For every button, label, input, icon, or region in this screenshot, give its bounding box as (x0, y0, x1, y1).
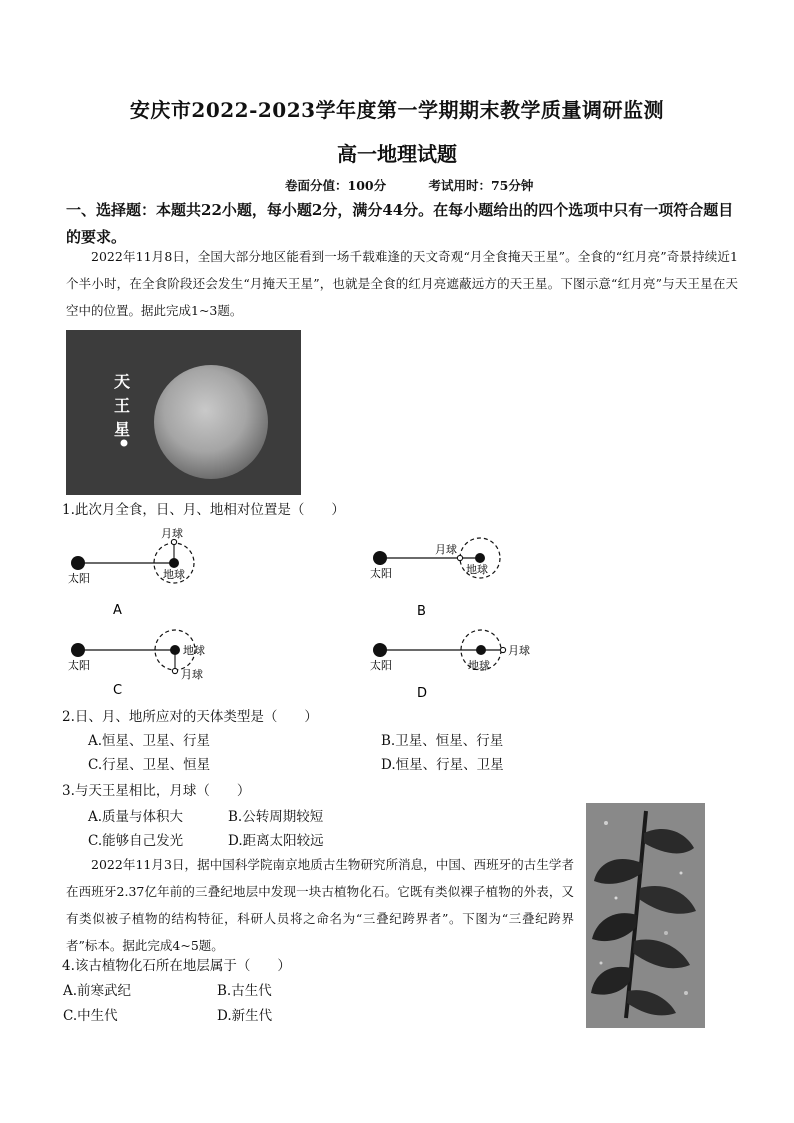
q3-option-a[interactable]: A.质量与体积大 (88, 809, 184, 825)
eclipse-photo (66, 330, 301, 495)
svg-text:A: A (113, 603, 122, 618)
svg-text:太阳: 太阳 (370, 659, 392, 672)
time-info: 考试用时：75分钟 (428, 178, 534, 193)
svg-text:C: C (113, 683, 123, 698)
q3-option-b[interactable]: B.公转周期较短 (228, 809, 324, 825)
q4-option-c[interactable]: C.中生代 (63, 1008, 118, 1024)
q3-option-c[interactable]: C.能够自己发光 (88, 833, 184, 849)
passage-fossil: 2022年11月3日，据中国科学院南京地质古生物研究所消息，中国、西班牙的古生学者在西班牙2.37亿年前的三叠纪地层中发现一块古植物化石。它既有类似裸子植物的外表，又有类似被子植物的结构特征，科研人员将之命名为“三叠纪跨界者”。下图为“三叠纪跨界者”标本。据此完成4~5题。 (66, 857, 574, 953)
diagram-d (360, 628, 560, 708)
earth-d (476, 645, 486, 655)
q2-option-b[interactable]: B.卫星、恒星、行星 (381, 733, 504, 749)
svg-text:D: D (417, 686, 428, 701)
q4-stem: 4.该古植物化石所在地层属于（ ） (62, 958, 291, 974)
svg-text:地球: 地球 (468, 659, 490, 672)
svg-text:太阳: 太阳 (68, 572, 90, 585)
diagram-a (60, 522, 240, 622)
svg-text:B: B (417, 604, 426, 619)
q4-option-a[interactable]: A.前寒武纪 (63, 983, 132, 999)
q2-option-a[interactable]: A.恒星、卫星、行星 (88, 733, 211, 749)
score-info: 卷面分值：100分 (285, 178, 387, 193)
svg-text:地球: 地球 (183, 644, 205, 657)
sun-c (71, 643, 85, 657)
sun-a (71, 556, 85, 570)
fossil-photo (586, 803, 705, 1028)
q3-stem: 3.与天王星相比，月球（ ） (62, 783, 251, 799)
moon-c (172, 668, 177, 673)
uranus-label: 天 王 星 (113, 372, 130, 439)
section-heading: 一、选择题：本题共22小题，每小题2分，满分44分。在每小题给出的四个选项中只有一项符合题目的要求。 (66, 201, 734, 246)
q1-stem: 1.此次月全食，日、月、地相对位置是（ ） (62, 502, 345, 518)
svg-text:太阳: 太阳 (68, 659, 90, 672)
sun-d (373, 643, 387, 657)
passage-eclipse: 2022年11月8日，全国大部分地区能看到一场千载难逢的天文奇观“月全食掩天王星”。全食的“红月亮”奇景持续近1个半小时，在全食阶段还会发生“月掩天王星”，也就是全食的红月亮遮蔽远方的天王星。下图示意“红月亮”与天王星在天空中的位置。据此完成1~3题。 (66, 249, 738, 318)
eclipse-photo-graphic (66, 330, 301, 495)
svg-text:地球: 地球 (163, 568, 185, 581)
sun-b (373, 551, 387, 565)
diagram-b (360, 522, 540, 622)
svg-text:月球: 月球 (161, 527, 183, 540)
exam-subtitle: 高一地理试题 (337, 142, 457, 166)
moon-d (500, 647, 505, 652)
q2-stem: 2.日、月、地所应对的天体类型是（ ） (62, 709, 318, 725)
fossil-graphic (586, 803, 705, 1028)
q2-option-c[interactable]: C.行星、卫星、恒星 (88, 757, 211, 773)
diagram-c (60, 628, 240, 708)
q3-option-d[interactable]: D.距离太阳较远 (228, 833, 324, 849)
moon-b (457, 555, 462, 560)
svg-text:月球: 月球 (435, 543, 457, 556)
svg-text:太阳: 太阳 (370, 567, 392, 580)
q4-option-b[interactable]: B.古生代 (217, 983, 272, 999)
q2-option-d[interactable]: D.恒星、行星、卫星 (381, 757, 504, 773)
q4-option-d[interactable]: D.新生代 (217, 1008, 273, 1024)
moon-disc (154, 365, 268, 479)
svg-text:月球: 月球 (181, 668, 203, 681)
exam-meta (285, 176, 533, 194)
earth-b (475, 553, 485, 563)
exam-title: 安庆市2022-2023学年度第一学期期末教学质量调研监测 (129, 98, 665, 122)
moon-a (171, 539, 176, 544)
svg-text:月球: 月球 (508, 644, 530, 657)
svg-text:地球: 地球 (466, 563, 488, 576)
